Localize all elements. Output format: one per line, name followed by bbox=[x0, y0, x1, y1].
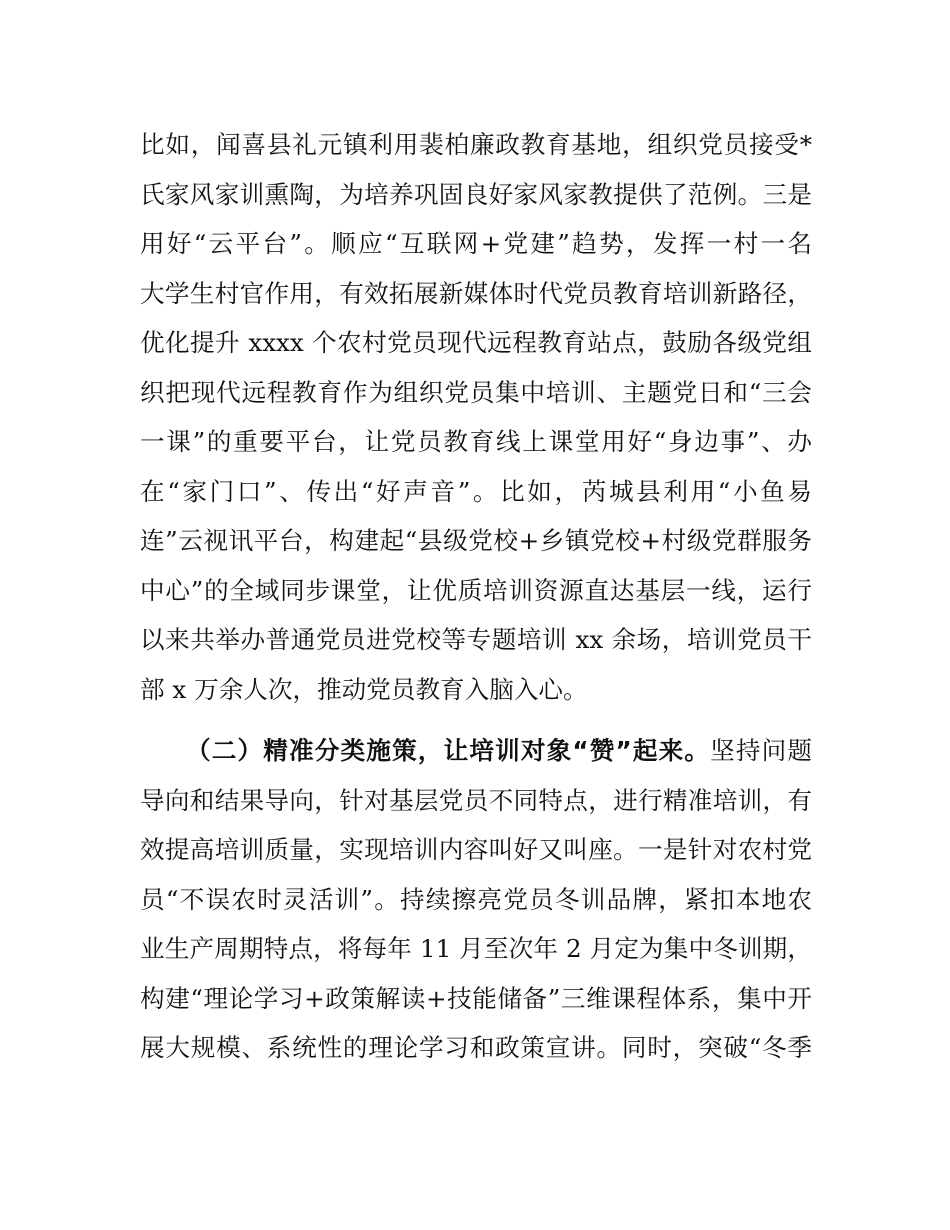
text-line: 优化提升 xxxx 个农村党员现代远程教育站点，鼓励各级党组 bbox=[140, 328, 812, 357]
text-line: 效提高培训质量，实现培训内容叫好又叫座。一是针对农村党 bbox=[140, 835, 812, 864]
text-line: 中心”的全域同步课堂，让优质培训资源直达基层一线，运行 bbox=[140, 575, 812, 605]
text-line: 织把现代远程教育作为组织党员集中培训、主题党日和“三会 bbox=[140, 377, 812, 407]
section-heading: （二）精准分类施策，让培训对象“赞”起来。 bbox=[186, 736, 711, 765]
paragraph-2 bbox=[140, 726, 812, 1073]
text-line: 在“家门口”、传出“好声音”。比如，芮城县利用“小鱼易 bbox=[140, 476, 812, 506]
text-line: 连”云视讯平台，构建起“县级党校+乡镇党校+村级党群服务 bbox=[140, 526, 812, 555]
text-line: 用好“云平台”。顺应“互联网+党建”趋势，发挥一村一名 bbox=[140, 229, 812, 258]
document-body bbox=[140, 120, 812, 1073]
text-line: 导向和结果导向，针对基层党员不同特点，进行精准培训，有 bbox=[140, 785, 812, 815]
text-line: 以来共举办普通党员进党校等专题培训 xx 余场，培训党员干 bbox=[140, 625, 812, 654]
text-line: 员“不误农时灵活训”。持续擦亮党员冬训品牌，紧扣本地农 bbox=[140, 884, 812, 914]
text-line: 比如，闻喜县礼元镇利用裴柏廉政教育基地，组织党员接受* bbox=[140, 130, 812, 159]
text-line: 业生产周期特点，将每年 11 月至次年 2 月定为集中冬训期， bbox=[140, 934, 812, 963]
text-line: 一课”的重要平台，让党员教育线上课堂用好“身边事”、办 bbox=[140, 427, 812, 456]
text-line: 部 x 万余人次，推动党员教育入脑入心。 bbox=[140, 674, 588, 704]
heading-line-rest: 坚持问题 bbox=[710, 736, 812, 765]
text-line: 构建“理论学习+政策解读+技能储备”三维课程体系，集中开 bbox=[140, 983, 812, 1013]
text-line: 大学生村官作用，有效拓展新媒体时代党员教育培训新路径， bbox=[140, 278, 812, 308]
text-line bbox=[140, 726, 812, 776]
paragraph-1 bbox=[140, 120, 812, 714]
text-line: 展大规模、系统性的理论学习和政策宣讲。同时，突破“冬季 bbox=[140, 1033, 812, 1062]
paragraph-gap bbox=[140, 714, 812, 726]
text-line: 氏家风家训熏陶，为培养巩固良好家风家教提供了范例。三是 bbox=[140, 179, 812, 209]
